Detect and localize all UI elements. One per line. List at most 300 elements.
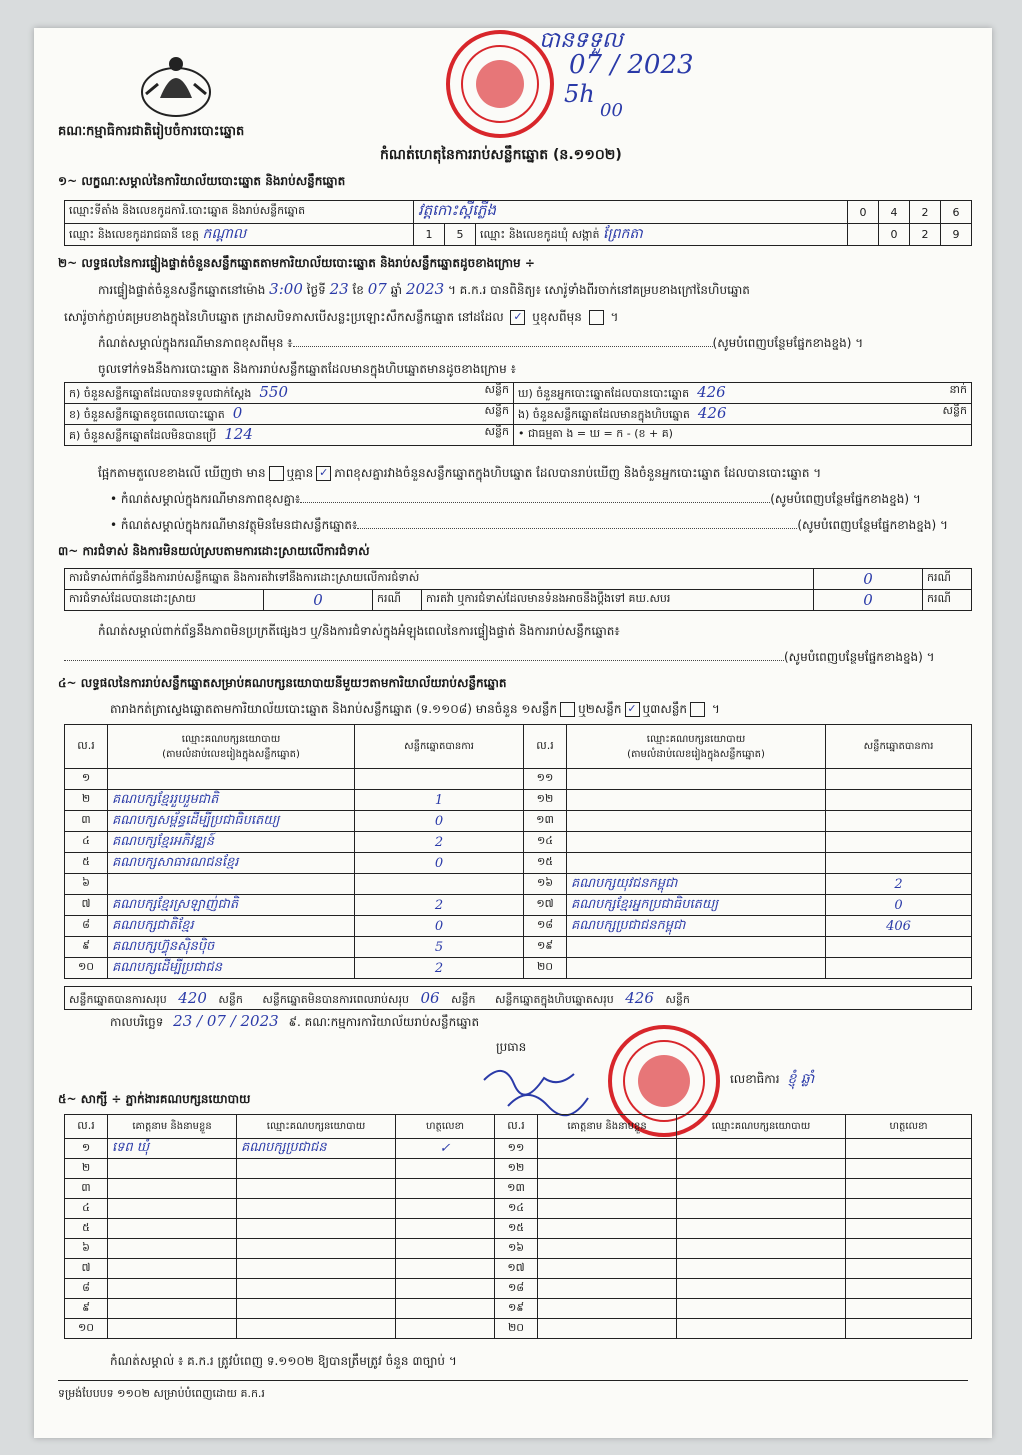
witness-no: ១៣ bbox=[495, 1179, 538, 1199]
handwritten-received: បានទទួល bbox=[539, 28, 623, 53]
party-votes bbox=[355, 874, 524, 895]
result-row bbox=[65, 832, 972, 853]
party-no: ២០ bbox=[524, 958, 567, 979]
witness-party bbox=[677, 1259, 846, 1279]
unit: សន្លឹក bbox=[451, 993, 476, 1006]
text: • កំណត់សម្គាល់ក្នុងករណីមានភាពខុសគ្នា៖ bbox=[110, 492, 301, 506]
party-name: គណបក្សខ្មែរអភិវឌ្ឍន៍ bbox=[108, 832, 355, 853]
text: (សូមបំពេញបន្ថែមផ្នែកខាងខ្នង) ។ bbox=[770, 492, 921, 506]
unit: ករណី bbox=[923, 569, 972, 590]
voters-cell bbox=[514, 383, 972, 404]
witness-no: ១៦ bbox=[495, 1239, 538, 1259]
received-ballots-cell bbox=[65, 383, 514, 404]
unit: សន្លឹក bbox=[484, 425, 509, 438]
commune-code-digit: 2 bbox=[910, 224, 941, 246]
party-no: ១២ bbox=[524, 790, 567, 811]
party-name: គណបក្សដើម្បីប្រជាជន bbox=[108, 958, 355, 979]
header-party bbox=[567, 725, 826, 769]
text: សន្លឹកឆ្នោតបានការសរុប bbox=[69, 993, 167, 1006]
header-party bbox=[108, 725, 355, 769]
party-name: គណបក្សសាធារណជនខ្មែរ bbox=[108, 853, 355, 874]
province-label bbox=[65, 224, 414, 246]
date-value: 23 / 07 / 2023 bbox=[173, 1012, 279, 1030]
party-votes: 0 bbox=[826, 895, 972, 916]
witness-name bbox=[108, 1199, 237, 1219]
voters-value: 426 bbox=[697, 383, 726, 401]
party-no: ៥ bbox=[65, 853, 108, 874]
witness-no: ៧ bbox=[65, 1259, 108, 1279]
party-no: ១៥ bbox=[524, 853, 567, 874]
invalid-total-value: 06 bbox=[420, 989, 440, 1007]
witness-party bbox=[677, 1179, 846, 1199]
commune-label bbox=[476, 224, 848, 246]
party-votes bbox=[826, 853, 972, 874]
code-digit: 0 bbox=[848, 201, 879, 224]
province-value: កណ្ដាល bbox=[202, 226, 247, 242]
resolved-value: 0 bbox=[264, 590, 373, 611]
witness-row bbox=[65, 1159, 972, 1179]
party-no: ១៤ bbox=[524, 832, 567, 853]
party-name: គណបក្សខ្មែររួបរួមជាតិ bbox=[108, 790, 355, 811]
witness-name bbox=[108, 1219, 237, 1239]
text: សន្លឹកឆ្នោតក្នុងហិបឆ្នោតសរុប bbox=[495, 993, 614, 1006]
header-party: ឈ្មោះគណបក្សនយោបាយ bbox=[237, 1115, 396, 1139]
witness-no: ១៥ bbox=[495, 1219, 538, 1239]
difference-note-line bbox=[98, 336, 863, 351]
nec-emblem-logo bbox=[138, 48, 214, 120]
witness-row bbox=[65, 1239, 972, 1259]
text: ។ គ.ក.រ បានពិនិត្យ៖ សោរ៉ូទាំងពីរចាក់នៅគម្របខាងក្រៅនៃហិបឆ្នោត bbox=[447, 283, 750, 297]
party-name bbox=[567, 853, 826, 874]
party-no: ៦ bbox=[65, 874, 108, 895]
seal-check-line: សោរ៉ូចាក់ភ្ជាប់គម្របខាងក្នុងនៃហិបឆ្នោត ក្រដាសបិទភាសបើសន្លះប្រឡោះសឹកសន្លឹកឆ្នោត នៅដដែល ✓ ឬខុសពីមុន ។ bbox=[64, 310, 619, 324]
party-name: គណបក្សខ្មែរអ្នកប្រជាធិបតេយ្យ bbox=[567, 895, 826, 916]
box-ballots-cell bbox=[514, 404, 972, 425]
witness-party bbox=[677, 1199, 846, 1219]
commune-value: ព្រែកតា bbox=[603, 226, 643, 242]
witness-table bbox=[64, 1114, 972, 1339]
party-votes: 5 bbox=[355, 937, 524, 958]
party-votes bbox=[826, 958, 972, 979]
result-row bbox=[65, 874, 972, 895]
witness-signature bbox=[396, 1279, 495, 1299]
text: សោរ៉ូចាក់ភ្ជាប់គម្របខាងក្នុងនៃហិបឆ្នោត ក្រដាសបិទភាសបើសន្លះប្រឡោះសឹកសន្លឹកឆ្នោត នៅដដែល bbox=[64, 310, 504, 324]
witness-name bbox=[538, 1159, 677, 1179]
party-votes: 2 bbox=[355, 895, 524, 916]
witness-no: ១ bbox=[65, 1139, 108, 1159]
witness-name bbox=[538, 1319, 677, 1339]
witness-name bbox=[538, 1219, 677, 1239]
header-votes: សន្លឹកឆ្នោតបានការ bbox=[826, 725, 972, 769]
party-no: ១៩ bbox=[524, 937, 567, 958]
empty-cell bbox=[848, 224, 879, 246]
year-value: 2023 bbox=[405, 280, 445, 298]
chair-label: ប្រធាន bbox=[496, 1040, 527, 1054]
text: • កំណត់សម្គាល់ក្នុងករណីមានវត្ថុមិនមែនជាសន្លឹកឆ្នោត៖ bbox=[110, 518, 358, 532]
witness-row bbox=[65, 1259, 972, 1279]
text: សន្លឹកឆ្នោតមិនបានការពេលរាប់សរុប bbox=[262, 993, 409, 1006]
text: ឬខុសពីមុន bbox=[532, 310, 582, 324]
party-name: គណបក្សហ៊្វុនស៊ិនប៉ិច bbox=[108, 937, 355, 958]
text: ឬគ្មាន bbox=[286, 466, 314, 480]
result-row bbox=[65, 853, 972, 874]
code-digit: 6 bbox=[941, 201, 972, 224]
tally-sheet-line: តារាងកត់ត្រាស្ទេងឆ្នោតតាមការិយាល័យបោះឆ្នោត និងរាប់សន្លឹកឆ្នោត (ទ.១១០៨) មានចំនួន ១សន្លឹក ឬ២សន្លឹក ✓ ឬ៣សន្លឹក ។ bbox=[110, 702, 720, 716]
witness-signature bbox=[396, 1259, 495, 1279]
party-name: គណបក្សសម្ព័ន្ធដើម្បីប្រជាធិបតេយ្យ bbox=[108, 811, 355, 832]
text: ឆ្នាំ bbox=[390, 283, 403, 297]
secretary-label bbox=[730, 1072, 814, 1087]
handwritten-received-date: 07 / 2023 bbox=[569, 50, 694, 80]
witness-no: ១២ bbox=[495, 1159, 538, 1179]
section-4-title: ៤~ លទ្ធផលនៃការរាប់សន្លឹកឆ្នោតសម្រាប់គណបក្សនយោបាយនីមួយៗតាមការិយាល័យរាប់សន្លឹកឆ្នោត bbox=[58, 676, 507, 690]
witness-signature bbox=[846, 1259, 972, 1279]
province-code-digit: 1 bbox=[414, 224, 445, 246]
witness-signature bbox=[846, 1179, 972, 1199]
received-ballots-value: 550 bbox=[259, 383, 288, 401]
party-votes: 2 bbox=[826, 874, 972, 895]
witness-row bbox=[65, 1179, 972, 1199]
text: ៩. គណៈកម្មការការិយាល័យរាប់សន្លឹកឆ្នោត bbox=[288, 1015, 480, 1029]
witness-party bbox=[237, 1279, 396, 1299]
text: ឈ្មោះគណបក្សនយោបាយ bbox=[181, 733, 281, 745]
three-sheets-checkbox[interactable] bbox=[690, 702, 705, 717]
text: (សូមបំពេញបន្ថែមផ្នែកខាងខ្នង) ។ bbox=[784, 650, 935, 664]
party-name bbox=[567, 790, 826, 811]
witness-name bbox=[538, 1259, 677, 1279]
witness-signature bbox=[846, 1159, 972, 1179]
result-row bbox=[65, 811, 972, 832]
header-signature: ហត្ថលេខា bbox=[846, 1115, 972, 1139]
label: គ) ចំនួនសន្លឹកឆ្នោតដែលមិនបានប្រើ bbox=[69, 429, 217, 442]
secretary-name: ខ្ញុំ ឆ្លាំ bbox=[787, 1071, 815, 1087]
party-votes: 0 bbox=[355, 811, 524, 832]
section-3-title: ៣~ ការជំទាស់ និងការមិនយល់ស្របតាមការដោះស្រាយលើការជំទាស់ bbox=[58, 544, 370, 558]
party-votes: 2 bbox=[355, 958, 524, 979]
witness-signature bbox=[846, 1279, 972, 1299]
party-votes: 1 bbox=[355, 790, 524, 811]
witness-party bbox=[237, 1179, 396, 1199]
day-value: 23 bbox=[329, 280, 349, 298]
party-no: ១០ bbox=[65, 958, 108, 979]
irregularities-fill-line bbox=[64, 650, 935, 665]
party-no: ៩ bbox=[65, 937, 108, 958]
unit: សន្លឹក bbox=[484, 404, 509, 417]
witness-row bbox=[65, 1299, 972, 1319]
witness-row bbox=[65, 1139, 972, 1159]
witness-no: ៥ bbox=[65, 1219, 108, 1239]
two-sheets-checkbox[interactable]: ✓ bbox=[625, 702, 640, 717]
witness-name bbox=[538, 1299, 677, 1319]
witness-party bbox=[237, 1199, 396, 1219]
commune-code-digit: 9 bbox=[941, 224, 972, 246]
witness-name bbox=[538, 1179, 677, 1199]
witness-name: ទេព ឃុំ bbox=[108, 1139, 237, 1159]
witness-name bbox=[108, 1259, 237, 1279]
document-page bbox=[34, 28, 992, 1438]
discrepancy-note bbox=[110, 492, 921, 507]
party-votes bbox=[826, 790, 972, 811]
valid-total-value: 420 bbox=[178, 989, 207, 1007]
section-5-title: ៥~ សាក្សី ÷ ភ្នាក់ងារគណបក្សនយោបាយ bbox=[58, 1092, 251, 1106]
non-ballot-note bbox=[110, 518, 948, 533]
month-value: 07 bbox=[367, 280, 387, 298]
unit: សន្លឹក bbox=[942, 404, 967, 417]
text: (សូមបំពេញបន្ថែមផ្នែកខាងខ្នង) ។ bbox=[712, 336, 864, 350]
text: ខែ bbox=[352, 283, 364, 297]
text: (សូមបំពេញបន្ថែមផ្នែកខាងខ្នង) ។ bbox=[797, 518, 948, 532]
one-sheet-checkbox[interactable] bbox=[560, 702, 575, 717]
party-no: ៨ bbox=[65, 916, 108, 937]
text: តារាងកត់ត្រាស្ទេងឆ្នោតតាមការិយាល័យបោះឆ្នោត និងរាប់សន្លឹកឆ្នោត (ទ.១១០៨) មានចំនួន ១សន្លឹក bbox=[110, 702, 558, 716]
text: (តាមលំដាប់លេខរៀងក្នុងសន្លឹកឆ្នោត) bbox=[627, 748, 765, 760]
resolved-label: ការជំទាស់ដែលបានដោះស្រាយ bbox=[65, 590, 264, 611]
witness-row bbox=[65, 1219, 972, 1239]
witness-signature bbox=[846, 1219, 972, 1239]
witness-no: ១៨ bbox=[495, 1279, 538, 1299]
party-name bbox=[108, 769, 355, 790]
party-no: ១៦ bbox=[524, 874, 567, 895]
section-1-title: ១~ លក្ខណៈសម្គាល់នៃការិយាល័យបោះឆ្នោត និងរាប់សន្លឹកឆ្នោត bbox=[58, 174, 346, 188]
irregularities-note: កំណត់សម្គាល់ពាក់ព័ន្ធនឹងភាពមិនប្រក្រតីផ្សេងៗ ឬ/និងការជំទាស់ក្នុងអំឡុងពេលនៃការផ្ទៀងផ្ទាត់ និងការរាប់សន្លឹកឆ្នោត៖ bbox=[98, 624, 620, 638]
spoiled-ballots-cell bbox=[65, 404, 514, 425]
text: ឬ២សន្លឹក bbox=[578, 702, 622, 716]
witness-party bbox=[237, 1219, 396, 1239]
text: ការផ្ទៀងផ្ទាត់ចំនួនសន្លឹកឆ្នោតនៅម៉ោង bbox=[98, 283, 266, 297]
witness-name bbox=[538, 1279, 677, 1299]
witness-signature: ✓ bbox=[396, 1139, 495, 1159]
unit: ករណី bbox=[923, 590, 972, 611]
witness-no: ៨ bbox=[65, 1279, 108, 1299]
verification-time-line bbox=[98, 282, 750, 298]
header-party: ឈ្មោះគណបក្សនយោបាយ bbox=[677, 1115, 846, 1139]
footer-divider bbox=[58, 1380, 968, 1381]
witness-party bbox=[237, 1299, 396, 1319]
party-votes bbox=[826, 937, 972, 958]
header-no: ល.រ bbox=[495, 1115, 538, 1139]
witness-party bbox=[237, 1319, 396, 1339]
text: កាលបរិច្ឆេទ bbox=[110, 1015, 164, 1029]
footer-note: កំណត់សម្គាល់ ៖ គ.ក.រ ត្រូវបំពេញ ទ.១១០២ ឱ្យបានត្រឹមត្រូវ ចំនួន ៣ច្បាប់ ។ bbox=[110, 1354, 457, 1368]
label: ង) ចំនួនសន្លឹកឆ្នោតដែលមានក្នុងហិបឆ្នោត bbox=[518, 408, 690, 421]
witness-party bbox=[237, 1259, 396, 1279]
result-row bbox=[65, 769, 972, 790]
witness-party bbox=[677, 1239, 846, 1259]
result-row bbox=[65, 916, 972, 937]
party-no: ៧ bbox=[65, 895, 108, 916]
unit: សន្លឹក bbox=[665, 993, 690, 1006]
commune-code-digit: 0 bbox=[879, 224, 910, 246]
witness-party bbox=[677, 1319, 846, 1339]
commune-label-text: ឈ្មោះ និងលេខកូដឃុំ សង្កាត់ bbox=[480, 228, 600, 241]
unit: នាក់ bbox=[949, 383, 967, 396]
header-signature: ហត្ថលេខា bbox=[396, 1115, 495, 1139]
witness-signature bbox=[396, 1199, 495, 1219]
text: ផ្អែកតាមតួលេខខាងលើ ឃើញថា មាន bbox=[98, 466, 266, 480]
header-votes: សន្លឹកឆ្នោតបានការ bbox=[355, 725, 524, 769]
witness-no: ៦ bbox=[65, 1239, 108, 1259]
witness-no: ១១ bbox=[495, 1139, 538, 1159]
witness-party bbox=[237, 1239, 396, 1259]
witness-no: ២ bbox=[65, 1159, 108, 1179]
witness-no: ១០ bbox=[65, 1319, 108, 1339]
witness-party bbox=[677, 1279, 846, 1299]
party-name bbox=[108, 874, 355, 895]
party-name: គណបក្សយុវជនកម្ពុជា bbox=[567, 874, 826, 895]
party-name: គណបក្សប្រជាជនកម្ពុជា bbox=[567, 916, 826, 937]
party-name bbox=[567, 958, 826, 979]
appeal-label: ការតវ៉ា ឬការជំទាស់ដែលមានទំនងអាចនឹងប្ដឹងទៅ គឃ.សបរ bbox=[422, 590, 814, 611]
witness-no: ១៩ bbox=[495, 1299, 538, 1319]
witness-signature bbox=[846, 1199, 972, 1219]
unused-ballots-value: 124 bbox=[224, 425, 253, 443]
party-name: គណបក្សខ្មែរស្រឡាញ់ជាតិ bbox=[108, 895, 355, 916]
formula-cell: • ជាធម្មតា ង = ឃ = ក - (ខ + គ) bbox=[514, 425, 972, 446]
witness-signature bbox=[396, 1179, 495, 1199]
witness-no: ១៧ bbox=[495, 1259, 538, 1279]
form-footer: ទម្រង់បែបបទ ១១០២ សម្រាប់បំពេញដោយ គ.ក.រ bbox=[58, 1387, 265, 1400]
label: ខ) ចំនួនសន្លឹកឆ្នោតខូចពេលបោះឆ្នោត bbox=[69, 408, 225, 421]
witness-signature bbox=[846, 1239, 972, 1259]
location-table bbox=[64, 200, 972, 246]
text: (តាមលំដាប់លេខរៀងក្នុងសន្លឹកឆ្នោត) bbox=[162, 748, 300, 760]
witness-signature bbox=[396, 1219, 495, 1239]
witness-party bbox=[677, 1159, 846, 1179]
text: ឬ៣សន្លឹក bbox=[642, 702, 688, 716]
document-title: កំណត់ហេតុនៃការរាប់សន្លឹកឆ្នោត (ន.១១០២) bbox=[380, 147, 622, 163]
witness-no: ១៤ bbox=[495, 1199, 538, 1219]
witness-no: ៩ bbox=[65, 1299, 108, 1319]
witness-name bbox=[108, 1179, 237, 1199]
witness-party bbox=[237, 1159, 396, 1179]
unit: សន្លឹក bbox=[484, 383, 509, 396]
witness-signature bbox=[396, 1319, 495, 1339]
party-votes bbox=[826, 769, 972, 790]
party-no: ១១ bbox=[524, 769, 567, 790]
party-votes: 0 bbox=[355, 853, 524, 874]
text: លេខាធិការ bbox=[730, 1072, 780, 1086]
complaints-label: ការជំទាស់ពាក់ព័ន្ធនឹងការរាប់សន្លឹកឆ្នោត និងការតវ៉ាទៅនឹងការដោះស្រាយលើការជំទាស់ bbox=[65, 569, 814, 590]
party-votes: 2 bbox=[355, 832, 524, 853]
code-digit: 2 bbox=[910, 201, 941, 224]
party-no: ១៣ bbox=[524, 811, 567, 832]
time-value: 3:00 bbox=[269, 280, 303, 298]
code-digit: 4 bbox=[879, 201, 910, 224]
ballot-intro: ចូលទៅក់ទងនឹងការបោះឆ្នោត និងការរាប់សន្លឹកឆ្នោតដែលមានក្នុងហិបឆ្នោតមានដូចខាងក្រោម ៖ bbox=[98, 362, 516, 376]
same-checkbox[interactable]: ✓ bbox=[510, 310, 525, 325]
witness-party bbox=[677, 1139, 846, 1159]
text: កំណត់សម្គាល់ក្នុងករណីមានភាពខុសពីមុន ៖ bbox=[98, 336, 293, 350]
witness-no: ៤ bbox=[65, 1199, 108, 1219]
organization-name: គណៈកម្មាធិការជាតិរៀបចំការបោះឆ្នោត bbox=[58, 124, 245, 139]
party-no: ៣ bbox=[65, 811, 108, 832]
province-label-text: ឈ្មោះ និងលេខកូដរាជធានី ខេត្ត bbox=[69, 228, 199, 241]
header-no: ល.រ bbox=[65, 725, 108, 769]
section-2-title: ២~ លទ្ធផលនៃការផ្ទៀងផ្ទាត់ចំនួនសន្លឹកឆ្នោតតាមការិយាល័យបោះឆ្នោត និងរាប់សន្លឹកឆ្នោតដូចខាងក្រោម ÷ bbox=[58, 256, 535, 270]
party-name bbox=[567, 811, 826, 832]
appeal-value: 0 bbox=[814, 590, 923, 611]
date-line bbox=[110, 1014, 479, 1030]
province-code-digit: 5 bbox=[445, 224, 476, 246]
party-name bbox=[567, 769, 826, 790]
complaints-value: 0 bbox=[814, 569, 923, 590]
witness-no: ៣ bbox=[65, 1179, 108, 1199]
witness-signature bbox=[846, 1319, 972, 1339]
witness-row bbox=[65, 1319, 972, 1339]
result-row bbox=[65, 937, 972, 958]
witness-name bbox=[108, 1319, 237, 1339]
location-label: ឈ្មោះទីតាំង និងលេខកូដការិ.បោះឆ្នោត និងរាប់សន្លឹកឆ្នោត bbox=[65, 201, 414, 224]
label: ឃ) ចំនួនអ្នកបោះឆ្នោតដែលបានបោះឆ្នោត bbox=[518, 387, 690, 400]
header-no: ល.រ bbox=[65, 1115, 108, 1139]
unit: ករណី bbox=[373, 590, 422, 611]
handwritten-received-time: 5h bbox=[564, 80, 595, 108]
witness-row bbox=[65, 1279, 972, 1299]
witness-signature bbox=[396, 1159, 495, 1179]
party-votes: 406 bbox=[826, 916, 972, 937]
party-votes bbox=[826, 832, 972, 853]
no-discrepancy-checkbox[interactable]: ✓ bbox=[316, 466, 331, 481]
witness-name bbox=[538, 1199, 677, 1219]
location-value: វត្តកោះស្ដីភ្លើង bbox=[414, 201, 848, 224]
party-name bbox=[567, 832, 826, 853]
text: ឈ្មោះគណបក្សនយោបាយ bbox=[646, 733, 746, 745]
header-no: ល.រ bbox=[524, 725, 567, 769]
complaints-table bbox=[64, 568, 972, 611]
results-table bbox=[64, 724, 972, 979]
has-discrepancy-checkbox[interactable] bbox=[269, 466, 284, 481]
witness-row bbox=[65, 1199, 972, 1219]
witness-name bbox=[108, 1299, 237, 1319]
text: ថ្ងៃទី bbox=[306, 283, 326, 297]
witness-party bbox=[677, 1299, 846, 1319]
unused-ballots-cell bbox=[65, 425, 514, 446]
box-ballots-value: 426 bbox=[697, 404, 727, 422]
header-name: គោត្តនាម និងនាមខ្លួន bbox=[108, 1115, 237, 1139]
result-row bbox=[65, 895, 972, 916]
handwritten-received-minutes: 00 bbox=[600, 100, 623, 121]
party-no: ១៨ bbox=[524, 916, 567, 937]
text: ភាពខុសគ្នារវាងចំនួនសន្លឹកឆ្នោតក្នុងហិបឆ្នោត ដែលបានរាប់ឃើញ និងចំនួនអ្នកបោះឆ្នោត ដែលបានបោះឆ្នោត ។ bbox=[334, 466, 822, 480]
witness-name bbox=[538, 1239, 677, 1259]
witness-signature bbox=[846, 1299, 972, 1319]
party-name: គណបក្សជាតិខ្មែរ bbox=[108, 916, 355, 937]
label: ក) ចំនួនសន្លឹកឆ្នោតដែលបានទទួលជាក់ស្ដែង bbox=[69, 387, 252, 400]
box-total-value: 426 bbox=[625, 989, 654, 1007]
witness-name bbox=[108, 1279, 237, 1299]
ballot-count-table bbox=[64, 382, 972, 446]
party-votes bbox=[355, 769, 524, 790]
witness-party bbox=[677, 1219, 846, 1239]
party-name bbox=[567, 937, 826, 958]
discrepancy-line bbox=[98, 466, 821, 481]
party-no: ១ bbox=[65, 769, 108, 790]
witness-party: គណបក្សប្រជាជន bbox=[237, 1139, 396, 1159]
witness-name bbox=[108, 1239, 237, 1259]
spoiled-ballots-value: 0 bbox=[232, 404, 243, 422]
unit: សន្លឹក bbox=[218, 993, 243, 1006]
party-no: ៤ bbox=[65, 832, 108, 853]
header-name: គោត្តនាម និងនាមខ្លួន bbox=[538, 1115, 677, 1139]
totals-row bbox=[64, 986, 972, 1010]
witness-name bbox=[538, 1139, 677, 1159]
result-row bbox=[65, 790, 972, 811]
party-no: ២ bbox=[65, 790, 108, 811]
witness-signature bbox=[396, 1299, 495, 1319]
result-row bbox=[65, 958, 972, 979]
different-checkbox[interactable] bbox=[589, 310, 604, 325]
witness-signature bbox=[846, 1139, 972, 1159]
